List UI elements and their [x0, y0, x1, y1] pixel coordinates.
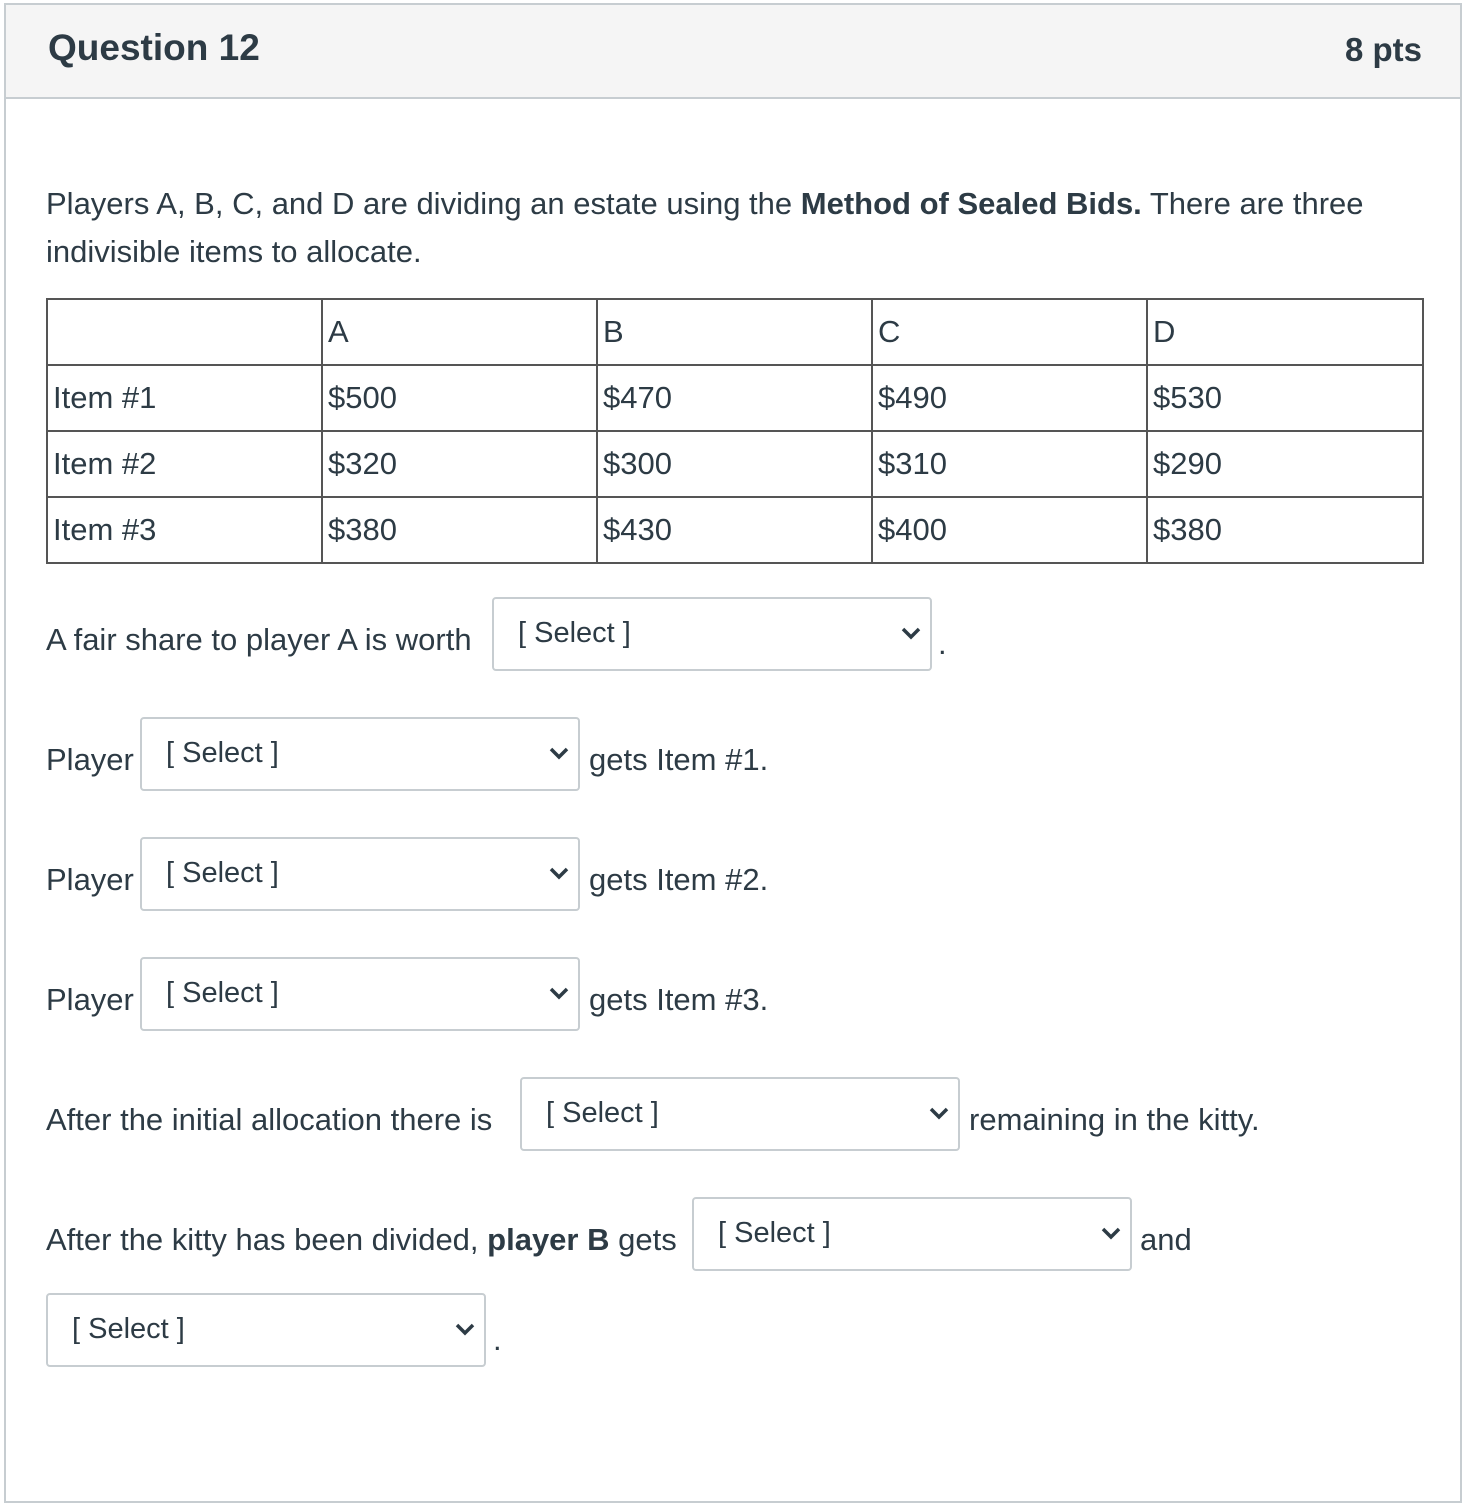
chevron-down-icon: [454, 1321, 476, 1337]
player-select-item3[interactable]: [140, 957, 580, 1031]
chevron-down-icon: [548, 865, 570, 881]
table-cell: $310: [872, 431, 1147, 497]
player-select-item1[interactable]: [140, 717, 580, 791]
table-header-cell: C: [872, 299, 1147, 365]
table-row: [47, 365, 1423, 431]
kitty-select[interactable]: [520, 1077, 960, 1151]
chevron-down-icon: [900, 625, 922, 641]
player-b-select-2-value: [ Select ]: [72, 1313, 185, 1345]
chevron-down-icon: [548, 745, 570, 761]
player-b-select-1-value: [ Select ]: [718, 1217, 831, 1249]
fair-share-period: .: [938, 626, 947, 661]
table-cell: Item #2: [47, 431, 322, 497]
table-row: [47, 497, 1423, 563]
question-title: Question 12: [48, 27, 260, 68]
table-cell: $500: [322, 365, 597, 431]
fair-share-label: A fair share to player A is worth: [46, 622, 472, 657]
chevron-down-icon: [1100, 1225, 1122, 1241]
player-label-item3: Player: [46, 982, 134, 1017]
gets-item3-label: gets Item #3.: [589, 982, 769, 1017]
player-b-label: [46, 1222, 677, 1258]
table-cell: $470: [597, 365, 872, 431]
table-header-cell: D: [1147, 299, 1423, 365]
player-b-gets: gets: [609, 1222, 677, 1257]
player-b-label-text: After the kitty has been divided,: [46, 1222, 488, 1257]
bids-table: [46, 298, 1424, 564]
kitty-select-value: [ Select ]: [546, 1097, 659, 1129]
prompt-text-2: There are three indivisible items to allocate.: [46, 186, 1364, 269]
table-cell: $300: [597, 431, 872, 497]
fair-share-select-value: [ Select ]: [518, 617, 631, 649]
chevron-down-icon: [928, 1105, 950, 1121]
player-b-bold: player B: [487, 1222, 610, 1257]
table-cell: $530: [1147, 365, 1423, 431]
player-b-select-2[interactable]: [46, 1293, 486, 1367]
table-cell: $290: [1147, 431, 1423, 497]
chevron-down-icon: [548, 985, 570, 1001]
player-select-item3-value: [ Select ]: [166, 977, 279, 1009]
player-select-item2-value: [ Select ]: [166, 857, 279, 889]
table-cell: $380: [322, 497, 597, 563]
table-cell: $490: [872, 365, 1147, 431]
prompt-text-1: Players A, B, C, and D are dividing an estate using the: [46, 186, 801, 221]
player-select-item1-value: [ Select ]: [166, 737, 279, 769]
table-header-cell: [47, 299, 322, 365]
gets-item1-label: gets Item #1.: [589, 742, 769, 777]
table-header-row: [47, 299, 1423, 365]
question-header: [6, 5, 1460, 99]
table-cell: $400: [872, 497, 1147, 563]
kitty-suffix-label: remaining in the kitty.: [969, 1102, 1260, 1137]
table-cell: Item #1: [47, 365, 322, 431]
player-b-and-label: and: [1140, 1222, 1192, 1257]
player-label-item2: Player: [46, 862, 134, 897]
table-header-cell: A: [322, 299, 597, 365]
table-cell: $380: [1147, 497, 1423, 563]
gets-item2-label: gets Item #2.: [589, 862, 769, 897]
player-select-item2[interactable]: [140, 837, 580, 911]
question-points: 8 pts: [1344, 31, 1422, 68]
prompt-bold-method: Method of Sealed Bids.: [800, 186, 1142, 221]
kitty-label: After the initial allocation there is: [46, 1102, 493, 1137]
fair-share-select[interactable]: [492, 597, 932, 671]
question-prompt: [46, 180, 1406, 276]
player-label-item1: Player: [46, 742, 134, 777]
player-b-period: .: [493, 1322, 502, 1357]
table-cell: $320: [322, 431, 597, 497]
player-b-select-1[interactable]: [692, 1197, 1132, 1271]
table-row: [47, 431, 1423, 497]
table-header-cell: B: [597, 299, 872, 365]
table-cell: Item #3: [47, 497, 322, 563]
table-cell: $430: [597, 497, 872, 563]
